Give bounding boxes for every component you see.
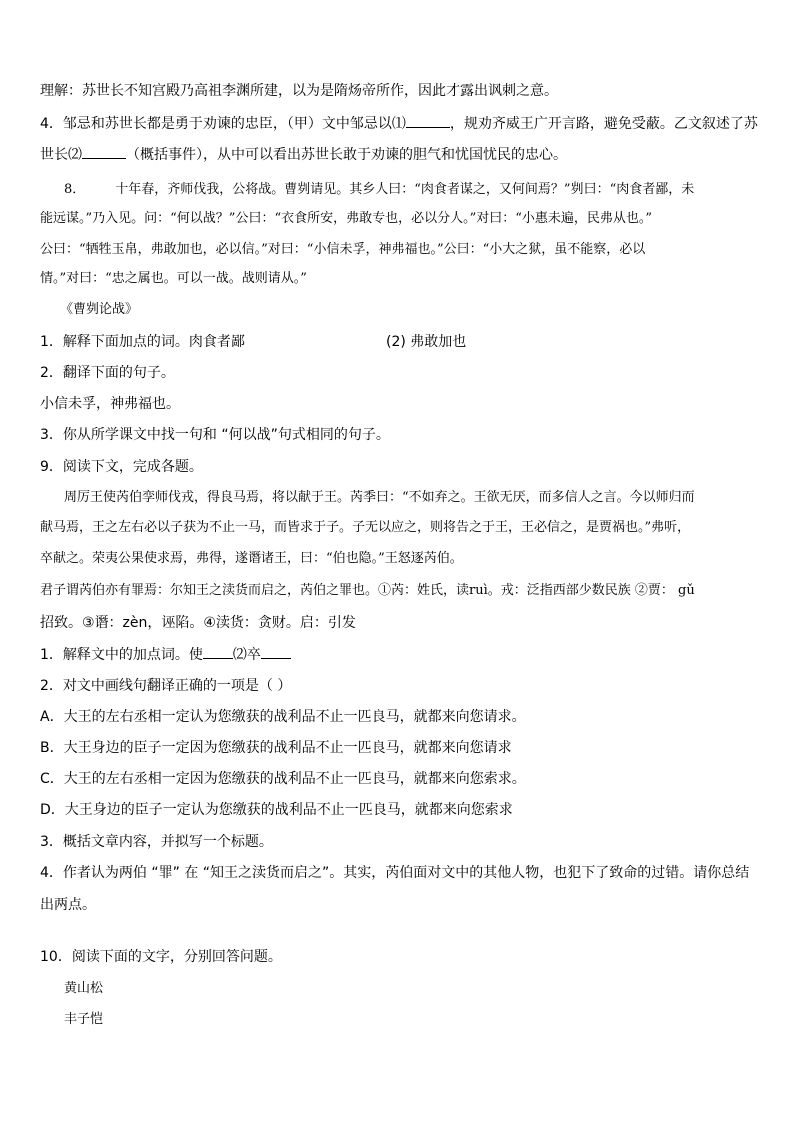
- q9-passage-line3: 卒献之。荣夷公果使求焉，弗得，遂谮诸王，曰：“伯也隐。”王怒逐芮伯。: [40, 551, 463, 566]
- q7-understanding: 理解：苏世长不知宫殿乃高祖李渊所建，以为是隋炀帝所作，因此才露出讽刺之意。: [40, 83, 558, 99]
- q8-sub1: 1．解释下面加点的词。肉食者鄙 (2) 弗敢加也: [40, 334, 467, 350]
- q8-passage-line1: 8． 十年春，齐师伐我，公将战。曹刿请见。其乡人曰：“肉食者谋之，又何间焉？”刿曰：“肉食者鄙，未: [64, 182, 695, 197]
- q9-sub2: 2．对文中画线句翻译正确的一项是（ ）: [40, 678, 292, 694]
- q8-sub3: 3．你从所学课文中找一句和 “何以战”句式相同的句子。: [40, 427, 390, 443]
- answer-blank[interactable]: [82, 146, 126, 159]
- q9-option-c[interactable]: C．大王的左右丞相一定因为您缴获的战利品不止一匹良马，就都来向您索求。: [40, 771, 526, 787]
- q9-option-d[interactable]: D．大王身边的臣子一定认为您缴获的战利品不止一匹良马，就都来向您索求: [40, 802, 513, 818]
- q9-passage-line1: 周厉王使芮伯孪师伐戎，得良马焉，将以献于王。芮季曰：“不如弃之。王欲无厌，而多信人之言。今以师归而: [64, 490, 695, 505]
- q8-sub2: 2．翻译下面的句子。: [40, 365, 175, 381]
- q9-notes: 招致。③谮：zèn，诬陷。④渎货：贪财。启：引发: [40, 615, 356, 631]
- q8-passage-line2: 能远谋。”乃入见。问：“何以战？”公曰：“衣食所安，弗敢专也，必以分人。”对曰：“小惠未遍，民弗从也。”: [40, 211, 653, 226]
- q9-sub4-line2: 出两点。: [40, 897, 96, 913]
- q10-author: 丰子恺: [64, 1012, 104, 1027]
- q10-title: 黄山松: [64, 981, 104, 996]
- q9-passage-line2: 献马焉，王之左右必以子获为不止一马，而皆求于子。子无以应之，则将告之于王，王必信之，是贾祸也。”弗听，: [40, 520, 691, 535]
- answer-blank[interactable]: [406, 115, 450, 128]
- q8-passage-line3: 公曰：“牺牲玉帛，弗敢加也，必以信。”对曰：“小信未孚，神弗福也。”公曰：“小大之狱，虽不能察，必以: [40, 242, 646, 257]
- q7-question-4-line2: 世长⑵ （概括事件），从中可以看出苏世长敢于劝谏的胆气和忧国忧民的忠心。: [40, 147, 567, 163]
- q8-passage-line4: 情。”对曰：“忠之属也。可以一战。战则请从。”: [40, 271, 307, 286]
- q9-passage-line4: 君子谓芮伯亦有罪焉：尔知王之渎货而启之，芮伯之罪也。①芮：姓氏，读ruì。戎：泛指西部少数民族 ②贾： gǔ: [40, 583, 695, 598]
- q9-sub4-line1: 4．作者认为两伯 “罪” 在 “知王之渎货而启之”。其实，芮伯面对文中的其他人物，也犯下了致命的过错。请你总结: [40, 865, 750, 881]
- q8-sub2-sentence: 小信未孚，神弗福也。: [40, 396, 180, 412]
- q9-sub3: 3．概括文章内容，并拟写一个标题。: [40, 834, 273, 850]
- q9-heading: 9．阅读下文，完成各题。: [40, 459, 203, 475]
- q8-source: 《曹刿论战》: [60, 302, 139, 317]
- q9-option-b[interactable]: B．大王身边的臣子一定因为您缴获的战利品不止一匹良马，就都来向您请求: [40, 740, 512, 756]
- answer-blank[interactable]: [203, 646, 233, 659]
- q9-sub1: 1．解释文中的加点词。使 ⑵卒: [40, 646, 794, 664]
- q10-heading: 10．阅读下面的文字，分别回答问题。: [40, 949, 282, 965]
- q9-option-a[interactable]: A．大王的左右丞相一定认为您缴获的战利品不止一匹良马，就都来向您请求。: [40, 709, 526, 725]
- question-number: 8．: [64, 182, 86, 197]
- q7-question-4-line1: 4．邹忌和苏世长都是勇于劝谏的忠臣，（甲）文中邹忌以⑴ ，规劝齐威王广开言路，避免受蔽。乙文叙述了苏: [40, 116, 758, 132]
- answer-blank[interactable]: [261, 646, 291, 659]
